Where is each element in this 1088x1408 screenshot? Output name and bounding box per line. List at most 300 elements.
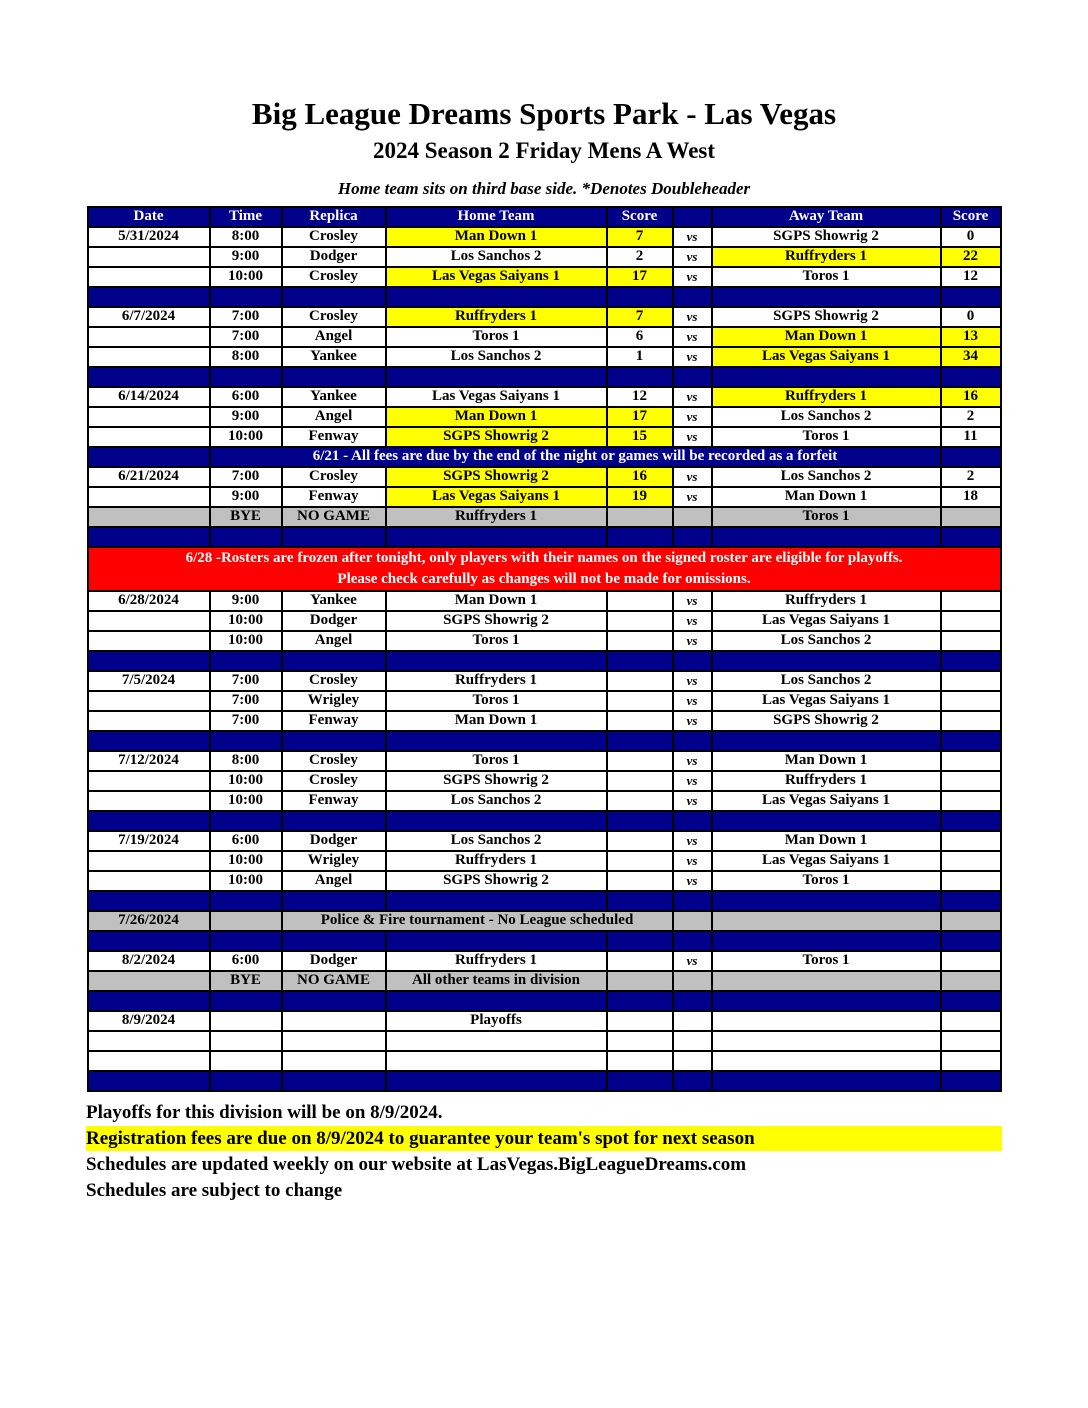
vs-cell: vs (673, 467, 712, 487)
home-score-cell (607, 751, 673, 771)
banner-line: Please check carefully as changes will not be made for omissions. (337, 570, 751, 587)
date-cell (88, 487, 210, 507)
separator-cell (673, 287, 712, 307)
away-score-cell (941, 507, 1001, 527)
separator-cell (210, 811, 282, 831)
time-cell: 6:00 (210, 831, 282, 851)
time-cell: 10:00 (210, 611, 282, 631)
away-team-cell: Man Down 1 (712, 327, 941, 347)
separator-cell (673, 931, 712, 951)
date-cell (88, 327, 210, 347)
away-score-cell (941, 791, 1001, 811)
away-score-cell: 0 (941, 307, 1001, 327)
away-score-cell (941, 911, 1001, 931)
home-team-cell: Ruffryders 1 (386, 507, 607, 527)
separator-cell (386, 1071, 607, 1091)
time-cell: 10:00 (210, 851, 282, 871)
away-score-cell (941, 711, 1001, 731)
vs-cell (673, 1011, 712, 1031)
date-cell (88, 871, 210, 891)
separator-cell (673, 991, 712, 1011)
replica-cell: Yankee (282, 591, 386, 611)
game-row (88, 691, 1001, 711)
away-team-cell: Ruffryders 1 (712, 247, 941, 267)
home-score-cell: 7 (607, 227, 673, 247)
vs-cell: vs (673, 427, 712, 447)
away-score-cell (941, 1011, 1001, 1031)
away-team-cell: Man Down 1 (712, 831, 941, 851)
separator-cell (210, 527, 282, 547)
vs-cell: vs (673, 307, 712, 327)
game-row (88, 771, 1001, 791)
away-team-cell: Ruffryders 1 (712, 591, 941, 611)
away-team-cell: SGPS Showrig 2 (712, 307, 941, 327)
home-score-cell: 19 (607, 487, 673, 507)
separator-cell (210, 991, 282, 1011)
tournament-row (88, 911, 1001, 931)
date-cell (88, 971, 210, 991)
empty-cell (673, 1051, 712, 1071)
vs-cell (673, 971, 712, 991)
replica-cell: Yankee (282, 347, 386, 367)
column-header-away-team: Away Team (712, 207, 941, 227)
game-row (88, 487, 1001, 507)
bye-row (88, 971, 1001, 991)
column-header-home-score: Score (607, 207, 673, 227)
empty-cell (607, 1031, 673, 1051)
time-cell: 7:00 (210, 671, 282, 691)
roster-banner-cell (88, 547, 1001, 591)
home-team-cell: Los Sanchos 2 (386, 247, 607, 267)
separator-cell (88, 931, 210, 951)
separator-cell (88, 287, 210, 307)
home-team-cell: Los Sanchos 2 (386, 791, 607, 811)
separator-cell (607, 287, 673, 307)
home-team-cell: Man Down 1 (386, 711, 607, 731)
separator-cell (210, 1071, 282, 1091)
away-team-cell (712, 911, 941, 931)
vs-cell: vs (673, 711, 712, 731)
time-cell: 6:00 (210, 951, 282, 971)
away-team-cell: Las Vegas Saiyans 1 (712, 611, 941, 631)
time-cell: BYE (210, 971, 282, 991)
away-team-cell: Toros 1 (712, 871, 941, 891)
home-score-cell (607, 631, 673, 651)
separator-cell (386, 811, 607, 831)
page-subtitle: 2024 Season 2 Friday Mens A West (372, 137, 716, 163)
tournament-note-cell: Police & Fire tournament - No League scheduled (282, 911, 673, 931)
home-team-cell: Toros 1 (386, 691, 607, 711)
separator-cell (673, 731, 712, 751)
column-header-time: Time (210, 207, 282, 227)
separator-cell (282, 991, 386, 1011)
replica-cell: Crosley (282, 671, 386, 691)
time-cell: 10:00 (210, 871, 282, 891)
away-team-cell: Las Vegas Saiyans 1 (712, 851, 941, 871)
time-cell: 6:00 (210, 387, 282, 407)
time-cell: 9:00 (210, 407, 282, 427)
separator-cell (673, 891, 712, 911)
date-cell (88, 611, 210, 631)
vs-cell: vs (673, 951, 712, 971)
empty-cell (88, 1051, 210, 1071)
away-team-cell: Toros 1 (712, 267, 941, 287)
column-header-home-team: Home Team (386, 207, 607, 227)
time-cell (210, 1011, 282, 1031)
game-row (88, 871, 1001, 891)
vs-cell: vs (673, 347, 712, 367)
date-cell: 6/21/2024 (88, 467, 210, 487)
replica-cell: Angel (282, 871, 386, 891)
separator-cell (607, 367, 673, 387)
separator-cell (941, 651, 1001, 671)
vs-cell: vs (673, 671, 712, 691)
home-score-cell (607, 871, 673, 891)
empty-cell (712, 1051, 941, 1071)
time-cell: 10:00 (210, 631, 282, 651)
away-score-cell (941, 671, 1001, 691)
schedule-table (87, 206, 1002, 1092)
separator-cell (386, 891, 607, 911)
date-cell: 7/19/2024 (88, 831, 210, 851)
empty-cell (282, 1051, 386, 1071)
away-team-cell: Toros 1 (712, 507, 941, 527)
separator-cell (386, 931, 607, 951)
away-team-cell: Man Down 1 (712, 487, 941, 507)
date-cell: 7/5/2024 (88, 671, 210, 691)
game-row (88, 267, 1001, 287)
home-score-cell: 1 (607, 347, 673, 367)
separator-cell (712, 931, 941, 951)
banner-line: 6/28 -Rosters are frozen after tonight, only players with their names on the signed roster are eligible for playoffs. (185, 549, 903, 566)
separator-cell (210, 731, 282, 751)
vs-cell: vs (673, 791, 712, 811)
separator-cell (282, 1071, 386, 1091)
away-team-cell: Ruffryders 1 (712, 771, 941, 791)
bye-row (88, 507, 1001, 527)
replica-cell: NO GAME (282, 507, 386, 527)
home-score-cell: 17 (607, 407, 673, 427)
vs-cell: vs (673, 247, 712, 267)
separator-cell (386, 287, 607, 307)
home-team-cell: Ruffryders 1 (386, 307, 607, 327)
date-cell (88, 247, 210, 267)
date-cell (88, 407, 210, 427)
away-team-cell: Los Sanchos 2 (712, 671, 941, 691)
separator-row (88, 287, 1001, 307)
replica-cell: Yankee (282, 387, 386, 407)
separator-cell (712, 527, 941, 547)
date-cell: 8/2/2024 (88, 951, 210, 971)
separator-cell (712, 1071, 941, 1091)
separator-cell (712, 367, 941, 387)
game-row (88, 611, 1001, 631)
home-score-cell (607, 611, 673, 631)
home-team-cell: SGPS Showrig 2 (386, 427, 607, 447)
empty-cell (607, 1051, 673, 1071)
separator-cell (210, 651, 282, 671)
home-team-cell: Toros 1 (386, 631, 607, 651)
replica-cell: Crosley (282, 267, 386, 287)
time-cell: 9:00 (210, 591, 282, 611)
home-team-cell: SGPS Showrig 2 (386, 611, 607, 631)
header-row (88, 207, 1001, 227)
separator-cell (673, 651, 712, 671)
game-row (88, 791, 1001, 811)
replica-cell: Dodger (282, 247, 386, 267)
vs-cell: vs (673, 631, 712, 651)
time-cell: 7:00 (210, 691, 282, 711)
away-team-cell: Toros 1 (712, 427, 941, 447)
separator-cell (386, 731, 607, 751)
separator-row (88, 731, 1001, 751)
home-team-cell: SGPS Showrig 2 (386, 467, 607, 487)
separator-cell (88, 731, 210, 751)
separator-cell (282, 891, 386, 911)
empty-cell (88, 1031, 210, 1051)
away-score-cell (941, 691, 1001, 711)
date-cell: 7/26/2024 (88, 911, 210, 931)
game-row (88, 347, 1001, 367)
vs-cell: vs (673, 487, 712, 507)
fee-note-cell: 6/21 - All fees are due by the end of the night or games will be recorded as a forfeit (210, 447, 941, 467)
column-header-vs (673, 207, 712, 227)
vs-cell: vs (673, 387, 712, 407)
separator-cell (607, 651, 673, 671)
time-cell: 10:00 (210, 771, 282, 791)
game-row (88, 951, 1001, 971)
away-team-cell: Ruffryders 1 (712, 387, 941, 407)
separator-row (88, 527, 1001, 547)
away-score-cell: 34 (941, 347, 1001, 367)
replica-cell: Fenway (282, 791, 386, 811)
footer (86, 1100, 1002, 1203)
away-score-cell: 12 (941, 267, 1001, 287)
banner-row (88, 547, 1001, 591)
away-score-cell (941, 971, 1001, 991)
away-score-cell: 16 (941, 387, 1001, 407)
separator-cell (88, 1071, 210, 1091)
home-score-cell (607, 831, 673, 851)
home-team-cell: Ruffryders 1 (386, 671, 607, 691)
game-row (88, 751, 1001, 771)
away-score-cell (941, 831, 1001, 851)
home-team-cell: All other teams in division (386, 971, 607, 991)
away-score-cell: 22 (941, 247, 1001, 267)
empty-cell (941, 1051, 1001, 1071)
replica-cell: Dodger (282, 831, 386, 851)
separator-cell (941, 731, 1001, 751)
separator-cell (712, 891, 941, 911)
separator-cell (282, 651, 386, 671)
date-cell (88, 347, 210, 367)
vs-cell: vs (673, 871, 712, 891)
date-cell (88, 771, 210, 791)
date-cell (88, 851, 210, 871)
away-score-cell: 0 (941, 227, 1001, 247)
time-cell: BYE (210, 507, 282, 527)
vs-cell: vs (673, 831, 712, 851)
separator-cell (712, 811, 941, 831)
separator-cell (210, 287, 282, 307)
vs-cell: vs (673, 751, 712, 771)
separator-cell (282, 287, 386, 307)
separator-cell (607, 931, 673, 951)
time-cell: 9:00 (210, 487, 282, 507)
replica-cell: Crosley (282, 751, 386, 771)
home-score-cell: 12 (607, 387, 673, 407)
time-cell: 7:00 (210, 327, 282, 347)
time-cell: 10:00 (210, 267, 282, 287)
separator-cell (712, 287, 941, 307)
home-score-cell (607, 691, 673, 711)
date-cell: 7/12/2024 (88, 751, 210, 771)
table-body (88, 227, 1001, 1091)
game-row (88, 227, 1001, 247)
away-score-cell (941, 851, 1001, 871)
date-cell: 6/14/2024 (88, 387, 210, 407)
separator-cell (386, 651, 607, 671)
home-team-cell: Toros 1 (386, 751, 607, 771)
replica-cell: Angel (282, 407, 386, 427)
separator-cell (607, 991, 673, 1011)
separator-cell (607, 811, 673, 831)
replica-cell: Wrigley (282, 851, 386, 871)
separator-cell (941, 527, 1001, 547)
separator-cell (210, 891, 282, 911)
replica-cell: Crosley (282, 771, 386, 791)
date-cell: 6/7/2024 (88, 307, 210, 327)
separator-cell (282, 527, 386, 547)
away-score-cell: 11 (941, 427, 1001, 447)
home-team-cell: SGPS Showrig 2 (386, 771, 607, 791)
away-score-cell: 13 (941, 327, 1001, 347)
separator-cell (386, 991, 607, 1011)
empty-cell (210, 1031, 282, 1051)
separator-cell (210, 367, 282, 387)
home-score-cell: 17 (607, 267, 673, 287)
home-score-cell: 15 (607, 427, 673, 447)
date-cell (88, 447, 210, 467)
home-team-cell: Man Down 1 (386, 591, 607, 611)
separator-cell (88, 527, 210, 547)
date-cell (88, 631, 210, 651)
replica-cell: Dodger (282, 611, 386, 631)
home-score-cell (607, 591, 673, 611)
page-title: Big League Dreams Sports Park - Las Vegas (251, 96, 837, 131)
time-cell: 8:00 (210, 347, 282, 367)
field-note: Home team sits on third base side. *Denotes Doubleheader (337, 178, 751, 198)
date-cell (88, 791, 210, 811)
home-team-cell: Toros 1 (386, 327, 607, 347)
separator-cell (607, 527, 673, 547)
separator-row (88, 367, 1001, 387)
home-score-cell (607, 851, 673, 871)
separator-cell (282, 811, 386, 831)
separator-cell (386, 367, 607, 387)
home-team-cell: SGPS Showrig 2 (386, 871, 607, 891)
home-score-cell (607, 951, 673, 971)
separator-cell (282, 731, 386, 751)
replica-cell: Crosley (282, 307, 386, 327)
vs-cell: vs (673, 227, 712, 247)
home-score-cell (607, 971, 673, 991)
separator-cell (712, 651, 941, 671)
away-team-cell: SGPS Showrig 2 (712, 711, 941, 731)
time-cell: 7:00 (210, 467, 282, 487)
away-team-cell (712, 971, 941, 991)
separator-cell (282, 367, 386, 387)
game-row (88, 327, 1001, 347)
away-score-cell: 2 (941, 467, 1001, 487)
time-cell: 9:00 (210, 247, 282, 267)
date-cell (88, 507, 210, 527)
time-cell: 8:00 (210, 227, 282, 247)
column-header-replica: Replica (282, 207, 386, 227)
away-score-cell (941, 631, 1001, 651)
home-score-cell: 6 (607, 327, 673, 347)
home-team-cell: Man Down 1 (386, 407, 607, 427)
replica-cell: NO GAME (282, 971, 386, 991)
empty-cell (941, 1031, 1001, 1051)
footer-registration-line: Registration fees are due on 8/9/2024 to guarantee your team's spot for next season (86, 1126, 1002, 1151)
game-row (88, 387, 1001, 407)
separator-cell (941, 891, 1001, 911)
game-row (88, 467, 1001, 487)
away-team-cell: SGPS Showrig 2 (712, 227, 941, 247)
column-header-away-score: Score (941, 207, 1001, 227)
date-cell: 5/31/2024 (88, 227, 210, 247)
game-row (88, 851, 1001, 871)
note-row (88, 447, 1001, 467)
vs-cell: vs (673, 327, 712, 347)
date-cell (88, 711, 210, 731)
away-team-cell: Los Sanchos 2 (712, 467, 941, 487)
date-cell (88, 691, 210, 711)
separator-cell (712, 731, 941, 751)
separator-row (88, 931, 1001, 951)
away-team-cell: Toros 1 (712, 951, 941, 971)
empty-cell (712, 1031, 941, 1051)
game-row (88, 407, 1001, 427)
time-cell: 7:00 (210, 307, 282, 327)
game-row (88, 711, 1001, 731)
game-row (88, 831, 1001, 851)
vs-cell (673, 507, 712, 527)
date-cell (88, 267, 210, 287)
replica-cell: Fenway (282, 427, 386, 447)
separator-row (88, 991, 1001, 1011)
separator-cell (210, 931, 282, 951)
away-team-cell (712, 1011, 941, 1031)
separator-row (88, 891, 1001, 911)
separator-cell (673, 367, 712, 387)
separator-cell (386, 527, 607, 547)
separator-cell (941, 811, 1001, 831)
home-score-cell (607, 1011, 673, 1031)
home-score-cell: 16 (607, 467, 673, 487)
vs-cell: vs (673, 691, 712, 711)
away-score-cell (941, 591, 1001, 611)
away-score-cell (941, 951, 1001, 971)
home-team-cell: Man Down 1 (386, 227, 607, 247)
separator-cell (88, 891, 210, 911)
home-score-cell (607, 507, 673, 527)
separator-cell (607, 1071, 673, 1091)
empty-cell (210, 1051, 282, 1071)
separator-cell (941, 1071, 1001, 1091)
home-team-cell: Ruffryders 1 (386, 851, 607, 871)
